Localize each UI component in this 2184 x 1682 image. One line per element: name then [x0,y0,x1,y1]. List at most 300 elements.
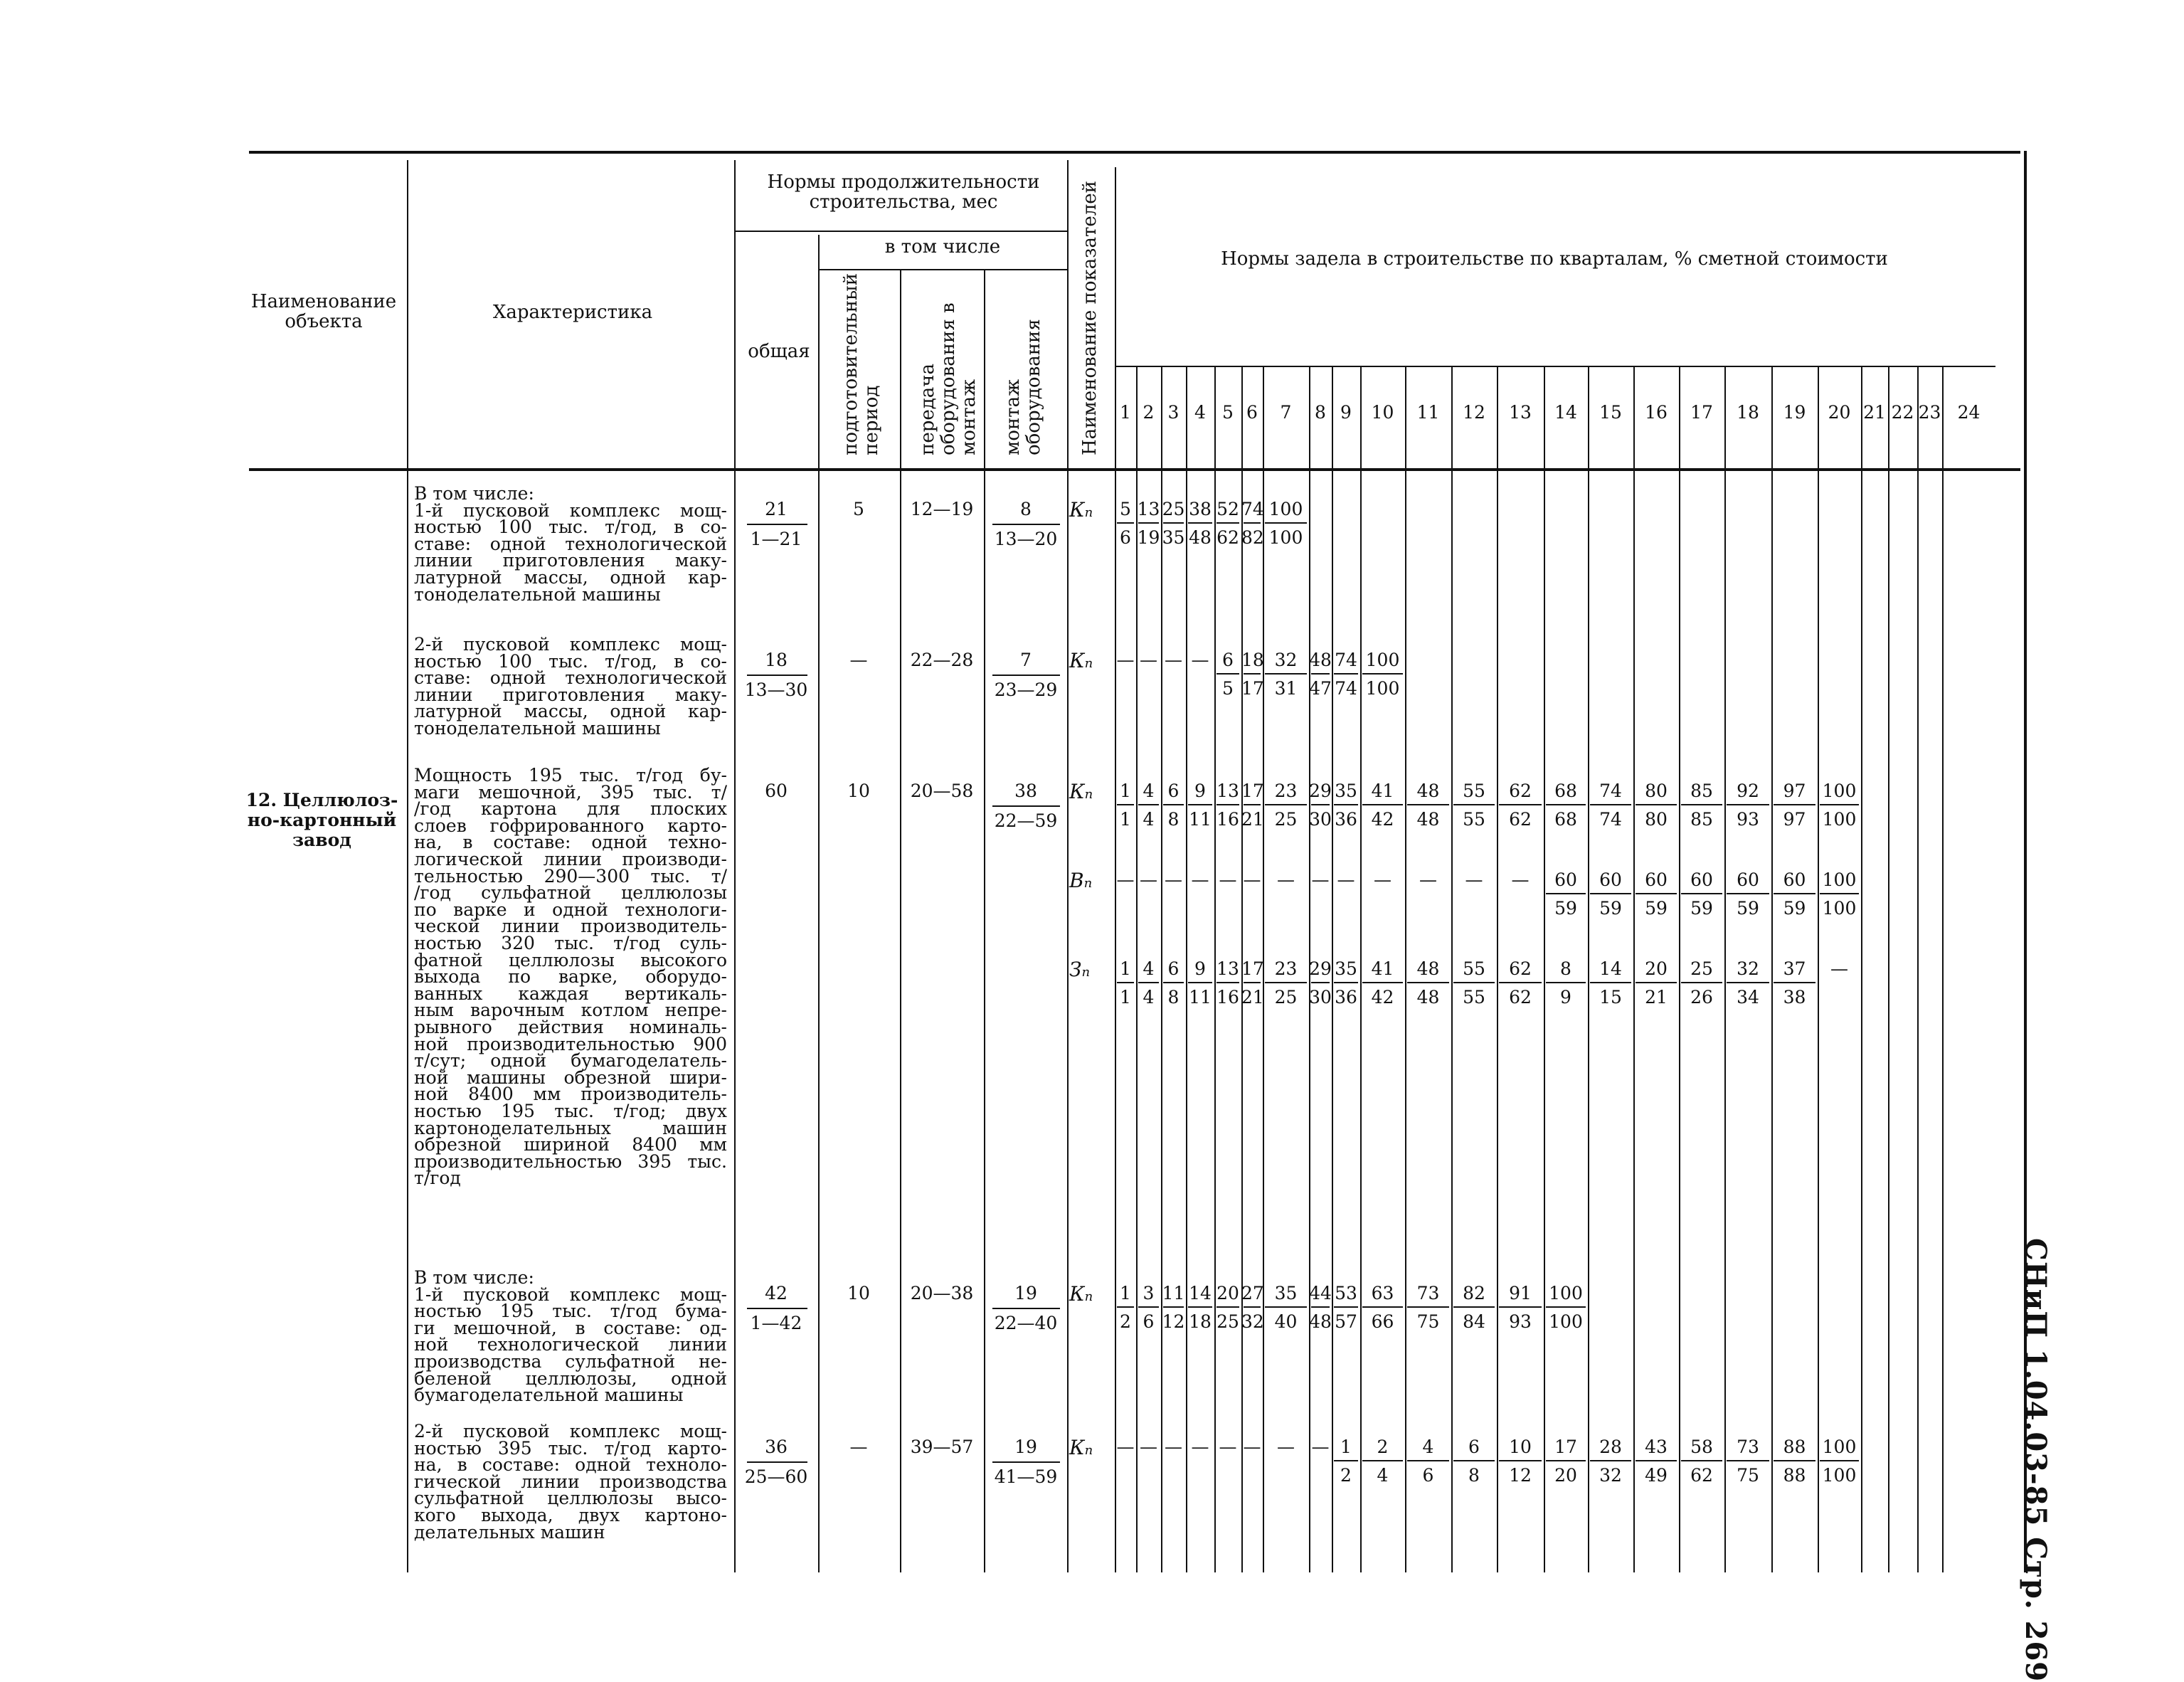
quarter-value-top: 88 [1783,1437,1806,1457]
object-label-line: но-картонный [247,810,397,830]
row-prep: 10 [847,781,870,801]
indicator-subscript: п [1081,965,1091,980]
indicator-symbol [1069,1282,1112,1306]
row-description-line: ной машины обрезной шири- [414,1067,727,1088]
fraction-bar [1163,804,1184,805]
row-description-line: картоноделательных машин [414,1117,727,1138]
indicator-subscript: п [1084,1289,1093,1304]
indicator-subscript: п [1084,1443,1093,1458]
quarter-value-bottom: 35 [1162,527,1185,548]
quarter-value-top: — [1140,1437,1157,1457]
quarter-value-top: 1 [1120,781,1131,801]
indicator-symbol [1069,780,1112,803]
indicator-letter: К [1069,649,1085,672]
quarter-value-top: 74 [1335,650,1357,670]
fraction-bar [1636,893,1677,894]
row-description-line: на, в составе: одной техноло- [414,1454,727,1476]
row-handover: 12—19 [910,499,974,519]
row-install-range: 22—59 [994,810,1058,831]
fraction-bar [1334,804,1358,805]
quarter-header-3: 3 [1167,402,1180,423]
indicator-symbol [1069,869,1112,892]
fraction-bar [1334,673,1358,675]
quarter-value-bottom: 62 [1509,987,1532,1007]
row-description-line: 1-й пусковой комплекс мощ- [414,1284,727,1305]
header-characteristic: Характеристика [492,302,653,323]
quarter-value-top: 28 [1599,1437,1622,1457]
fraction-bar [1138,1306,1159,1308]
quarter-value-bottom: 55 [1463,987,1485,1007]
fraction-bar [1362,804,1403,805]
quarter-value-bottom: 2 [1340,1465,1352,1486]
col-line-handover [984,270,985,1572]
quarter-value-bottom: 38 [1783,987,1806,1007]
quarter-value-bottom: 55 [1463,809,1485,830]
quarter-value-top: — [1219,1437,1237,1457]
quarter-value-top: 60 [1737,869,1759,890]
quarter-value-top: 53 [1335,1283,1357,1303]
quarter-value-bottom: 75 [1416,1311,1440,1332]
row-install-range: 13—20 [994,529,1058,549]
fraction-bar [1727,804,1769,805]
quarter-value-top: — [1219,869,1237,890]
quarter-header-9: 9 [1340,402,1352,423]
fraction-bar [1265,673,1307,675]
quarter-value-bottom: 16 [1216,809,1239,830]
row-description-line: выхода по варке, оборудо- [414,966,727,988]
table-top-border [249,151,2020,154]
quarter-header-8: 8 [1315,402,1326,423]
quarter-value-top: 5 [1120,499,1131,519]
col-line-install [1067,160,1069,1572]
fraction-bar [992,1308,1060,1309]
fraction-bar [1453,804,1495,805]
quarter-value-bottom: 100 [1822,809,1857,830]
quarter-value-top: — [1311,1437,1330,1457]
quarter-header-13: 13 [1509,402,1532,423]
quarter-header-20: 20 [1828,402,1851,423]
fraction-bar [1311,804,1330,805]
fraction-bar [1216,673,1239,675]
indicator-subscript: п [1084,656,1093,671]
quarter-value-bottom: 31 [1274,678,1298,699]
fraction-bar [992,524,1060,525]
row-description-line: маги мешочной, 395 тыс. т/ [414,781,727,803]
quarter-value-bottom: 48 [1416,987,1440,1007]
row-description-line: производства сульфатной не- [414,1351,727,1372]
quarter-header-15: 15 [1599,402,1622,423]
quarter-value-top: 3 [1143,1283,1155,1303]
quarter-value-bottom: 20 [1554,1465,1577,1486]
indicator-symbol [1069,958,1112,981]
quarter-value-bottom: 74 [1599,809,1622,830]
quarter-header-2: 2 [1143,402,1155,423]
quarter-value-bottom: 49 [1645,1465,1668,1486]
fraction-bar [1820,893,1859,894]
quarter-value-bottom: 4 [1143,809,1155,830]
quarter-value-top: 8 [1560,958,1571,979]
header-total: общая [748,341,810,362]
quarter-value-top: 48 [1309,650,1332,670]
quarter-value-top: — [1191,869,1209,890]
object-label-line: завод [292,830,351,850]
quarter-value-top: 41 [1371,958,1394,979]
row-description-line: по варке и одной технологи- [414,899,727,920]
row-description-line: 2-й пусковой комплекс мощ- [414,634,727,655]
quarter-value-top: 4 [1143,781,1155,801]
quarter-value-bottom: 6 [1120,527,1131,548]
fraction-bar [1590,804,1631,805]
fraction-bar [1546,1306,1586,1308]
quarter-value-top: — [1116,869,1135,890]
quarter-header-23: 23 [1918,402,1941,423]
quarter-value-bottom: 97 [1783,809,1806,830]
indicator-letter: К [1069,780,1085,803]
quarter-header-18: 18 [1737,402,1759,423]
fraction-bar [1546,893,1586,894]
fraction-bar [1216,522,1239,524]
row-description-line: т/сут; одной бумагоделатель- [414,1050,727,1072]
row-total: 42 [765,1283,788,1303]
fraction-bar [1188,522,1212,524]
fraction-bar [1138,522,1159,524]
quarter-value-top: — [1140,869,1157,890]
row-handover: 20—38 [910,1283,974,1303]
fraction-bar [747,524,807,525]
quarter-value-top: 85 [1690,781,1713,801]
fraction-bar [1453,1306,1495,1308]
quarter-value-top: 1 [1120,1283,1131,1303]
quarter-value-bottom: 100 [1549,1311,1583,1332]
quarter-value-top: 23 [1274,781,1298,801]
quarter-value-top: 29 [1309,958,1332,979]
quarter-value-bottom: 59 [1737,898,1759,919]
fraction-bar [1362,1306,1403,1308]
fraction-bar [1188,982,1212,983]
quarter-value-bottom: 85 [1690,809,1713,830]
quarter-value-top: 2 [1377,1437,1389,1457]
quarter-value-top: — [1140,650,1157,670]
quarter-value-bottom: 59 [1599,898,1622,919]
quarter-value-bottom: 75 [1737,1465,1759,1486]
fraction-bar [1774,1460,1815,1461]
fraction-bar [1138,804,1159,805]
row-total: 36 [765,1437,788,1457]
fraction-bar [1117,804,1134,805]
indicator-letter: К [1069,1436,1085,1459]
fraction-bar [1636,982,1677,983]
row-description-line: ставе: одной технологической [414,667,727,689]
quarter-value-bottom: 59 [1645,898,1668,919]
row-description-line: латурной массы, одной кар- [414,567,727,588]
col-line-total [818,235,820,1572]
row-description-line: латурной массы, одной кар- [414,701,727,722]
header-indicator-name: Наименование показателей [1079,181,1101,455]
row-total-range: 1—21 [750,529,802,549]
quarter-value-top: 38 [1189,499,1212,519]
quarter-value-top: 17 [1241,958,1264,979]
quarter-value-bottom: 68 [1554,809,1577,830]
row-install: 19 [1014,1437,1037,1457]
row-description-line: ванных каждая вертикаль- [414,983,727,1004]
row-description-line: Мощность 195 тыс. т/год бу- [414,765,727,786]
quarter-value-bottom: 88 [1783,1465,1806,1486]
quarter-value-top: 60 [1690,869,1713,890]
fraction-bar [1138,982,1159,983]
fraction-bar [1265,982,1307,983]
quarter-value-top: 74 [1241,499,1264,519]
quarter-header-11: 11 [1416,402,1440,423]
indicator-subscript: п [1084,505,1093,520]
quarter-value-bottom: 80 [1645,809,1668,830]
row-description-line: ным варочным котлом непре- [414,1000,727,1021]
quarter-value-bottom: 40 [1274,1311,1298,1332]
fraction-bar [1727,1460,1769,1461]
indicator-letter: К [1069,1282,1085,1306]
quarter-value-top: 37 [1783,958,1806,979]
row-prep: — [849,1437,868,1457]
fraction-bar [1590,893,1631,894]
row-description-line: обрезной шириной 8400 мм [414,1134,727,1155]
quarter-value-top: 73 [1737,1437,1759,1457]
quarter-value-top: 17 [1241,781,1264,801]
quarter-value-bottom: 25 [1274,809,1298,830]
indicator-subscript: п [1084,787,1093,802]
header-including: в том числе [884,236,1001,258]
row-install: 38 [1014,781,1037,801]
quarter-value-bottom: 59 [1690,898,1713,919]
fraction-bar [1188,1306,1212,1308]
fraction-bar [1681,982,1722,983]
row-description-line: слоев гофрированного карто- [414,815,727,836]
quarter-value-top: 35 [1335,781,1357,801]
quarter-value-bottom: 93 [1737,809,1759,830]
quarter-value-top: 13 [1216,958,1239,979]
row-install: 7 [1020,650,1032,670]
quarter-value-bottom: 4 [1377,1465,1389,1486]
fraction-bar [1311,673,1330,675]
quarter-value-bottom: 36 [1335,809,1357,830]
row-description-line: ной 8400 мм производитель- [414,1084,727,1105]
quarter-value-bottom: 2 [1120,1311,1131,1332]
row-description-line: 2-й пусковой комплекс мощ- [414,1421,727,1442]
quarter-value-bottom: 6 [1143,1311,1155,1332]
quarter-value-bottom: 100 [1822,898,1857,919]
row-total-range: 25—60 [744,1466,808,1487]
row-description-line: 1-й пусковой комплекс мощ- [414,499,727,521]
quarter-header-5: 5 [1222,402,1234,423]
quarter-value-top: 100 [1822,781,1857,801]
quarter-value-bottom: 9 [1560,987,1571,1007]
fraction-bar [1407,1306,1449,1308]
fraction-bar [1407,1460,1449,1461]
row-description-line: /год сульфатной целлюлозы [414,882,727,904]
quarter-value-top: 60 [1645,869,1668,890]
quarter-value-bottom: 5 [1222,678,1234,699]
quarter-value-top: 4 [1422,1437,1434,1457]
fraction-bar [1244,982,1261,983]
quarter-value-top: 73 [1416,1283,1440,1303]
quarter-value-top: 48 [1416,781,1440,801]
fraction-bar [1636,1460,1677,1461]
fraction-bar [992,1461,1060,1463]
indicator-symbol [1069,649,1112,672]
quarter-value-top: 100 [1822,869,1857,890]
quarter-value-top: 100 [1549,1283,1583,1303]
quarter-value-top: — [1511,869,1530,890]
quarter-value-top: 10 [1509,1437,1532,1457]
row-handover: 20—58 [910,781,974,801]
fraction-bar [1774,982,1815,983]
quarters-header-rule [1115,366,1995,367]
quarter-value-bottom: 93 [1509,1311,1532,1332]
row-handover: 22—28 [910,650,974,670]
quarter-value-top: 58 [1690,1437,1713,1457]
fraction-bar [1265,522,1307,524]
quarter-value-bottom: 48 [1309,1311,1332,1332]
indicator-letter: З [1069,958,1082,981]
quarter-value-top: 1 [1340,1437,1352,1457]
quarter-value-bottom: 11 [1189,987,1212,1007]
fraction-bar [1216,1306,1239,1308]
quarter-header-22: 22 [1891,402,1914,423]
quarter-value-top: 100 [1268,499,1303,519]
fraction-bar [1453,982,1495,983]
quarter-header-1: 1 [1120,402,1131,423]
quarter-value-top: 14 [1599,958,1622,979]
row-description-line: ной производительностью 900 [414,1033,727,1054]
row-description-line: линии приготовления маку- [414,684,727,705]
row-install: 19 [1014,1283,1037,1303]
fraction-bar [1820,804,1859,805]
quarter-value-bottom: 8 [1167,987,1180,1007]
quarter-header-12: 12 [1463,402,1485,423]
quarter-value-top: — [1243,869,1261,890]
fraction-bar [1546,804,1586,805]
quarter-value-top: 52 [1216,499,1239,519]
fraction-bar [1820,1460,1859,1461]
indicator-symbol [1069,498,1112,522]
quarter-value-top: 23 [1274,958,1298,979]
fraction-bar [1499,1460,1542,1461]
quarter-value-top: 18 [1241,650,1264,670]
quarter-value-bottom: 25 [1216,1311,1239,1332]
quarter-value-top: 82 [1463,1283,1485,1303]
quarter-value-bottom: 59 [1554,898,1577,919]
header-preparatory: подготовительный период [840,273,882,455]
quarter-value-top: 92 [1737,781,1759,801]
quarter-value-bottom: 12 [1509,1465,1532,1486]
fraction-bar [1362,1460,1403,1461]
object-label-line: 12. Целлюлоз- [245,790,398,810]
quarter-value-top: 9 [1194,958,1206,979]
quarter-value-top: — [1165,869,1182,890]
quarter-value-top: — [1191,650,1209,670]
quarter-value-top: — [1277,869,1295,890]
fraction-bar [1546,1460,1586,1461]
quarter-value-top: — [1116,1437,1135,1457]
row-description-line: на, в составе: одной техно- [414,832,727,853]
quarter-header-24: 24 [1957,402,1981,423]
fraction-bar [1727,893,1769,894]
fraction-bar [1774,804,1815,805]
quarter-value-bottom: 12 [1162,1311,1185,1332]
quarter-value-top: 35 [1335,958,1357,979]
quarter-value-bottom: 15 [1599,987,1622,1007]
quarter-value-bottom: 11 [1189,809,1212,830]
quarter-value-top: — [1116,650,1135,670]
fraction-bar [1590,982,1631,983]
row-description-line: сульфатной целлюлозы высо- [414,1488,727,1509]
fraction-bar [1334,1460,1358,1461]
quarter-value-bottom: 100 [1822,1465,1857,1486]
quarter-value-top: 9 [1194,781,1206,801]
fraction-bar [1681,1460,1722,1461]
fraction-bar [1546,982,1586,983]
quarter-value-top: 27 [1241,1283,1264,1303]
row-total-range: 13—30 [744,679,808,700]
fraction-bar [1216,982,1239,983]
quarter-col-line [1888,366,1889,1572]
row-description-line: бумагоделательной машины [414,1385,684,1406]
quarter-value-top: 48 [1416,958,1440,979]
quarter-value-top: 62 [1509,781,1532,801]
quarter-value-top: — [1243,1437,1261,1457]
fraction-bar [1244,804,1261,805]
quarter-value-top: 62 [1509,958,1532,979]
row-total: 21 [765,499,788,519]
col-line-characteristic [734,160,736,1572]
fraction-bar [1265,804,1307,805]
side-caption: СНиП 1.04.03-85 Стр. 269 [2019,1238,2052,1682]
quarter-value-top: 100 [1365,650,1400,670]
quarter-value-bottom: 66 [1371,1311,1394,1332]
quarter-value-top: 68 [1554,781,1577,801]
quarter-value-bottom: 4 [1143,987,1155,1007]
fraction-bar [1216,804,1239,805]
fraction-bar [1311,1306,1330,1308]
quarter-value-top: — [1465,869,1483,890]
header-bottom-border [249,468,2020,471]
quarter-col-line [1917,366,1919,1572]
quarter-value-top: 25 [1162,499,1185,519]
quarter-value-top: — [1191,1437,1209,1457]
quarter-value-bottom: 25 [1274,987,1298,1007]
row-description-line: фатной целлюлозы высокого [414,949,727,970]
quarter-value-bottom: 6 [1422,1465,1434,1486]
row-total: 60 [765,781,788,801]
quarter-value-bottom: 62 [1509,809,1532,830]
quarter-value-bottom: 42 [1371,809,1394,830]
quarter-value-top: 41 [1371,781,1394,801]
quarter-value-top: 14 [1189,1283,1212,1303]
quarter-value-top: 74 [1599,781,1622,801]
row-handover: 39—57 [910,1437,974,1457]
quarter-value-top: — [1830,958,1848,979]
quarter-value-bottom: 34 [1737,987,1759,1007]
quarter-value-top: 32 [1737,958,1759,979]
row-description-line: тельностью 290—300 тыс. т/ [414,865,727,887]
quarter-value-bottom: 1 [1120,987,1131,1007]
quarter-value-top: 20 [1216,1283,1239,1303]
row-description-line: рывного действия номиналь- [414,1017,727,1037]
header-backlog-norms: Нормы задела в строительстве по кварталам, % сметной стоимости [1221,248,1888,270]
fraction-bar [1188,804,1212,805]
quarter-value-top: — [1277,1437,1295,1457]
quarter-value-bottom: 42 [1371,987,1394,1007]
quarter-value-bottom: 100 [1268,527,1303,548]
quarter-value-top: 63 [1371,1283,1394,1303]
